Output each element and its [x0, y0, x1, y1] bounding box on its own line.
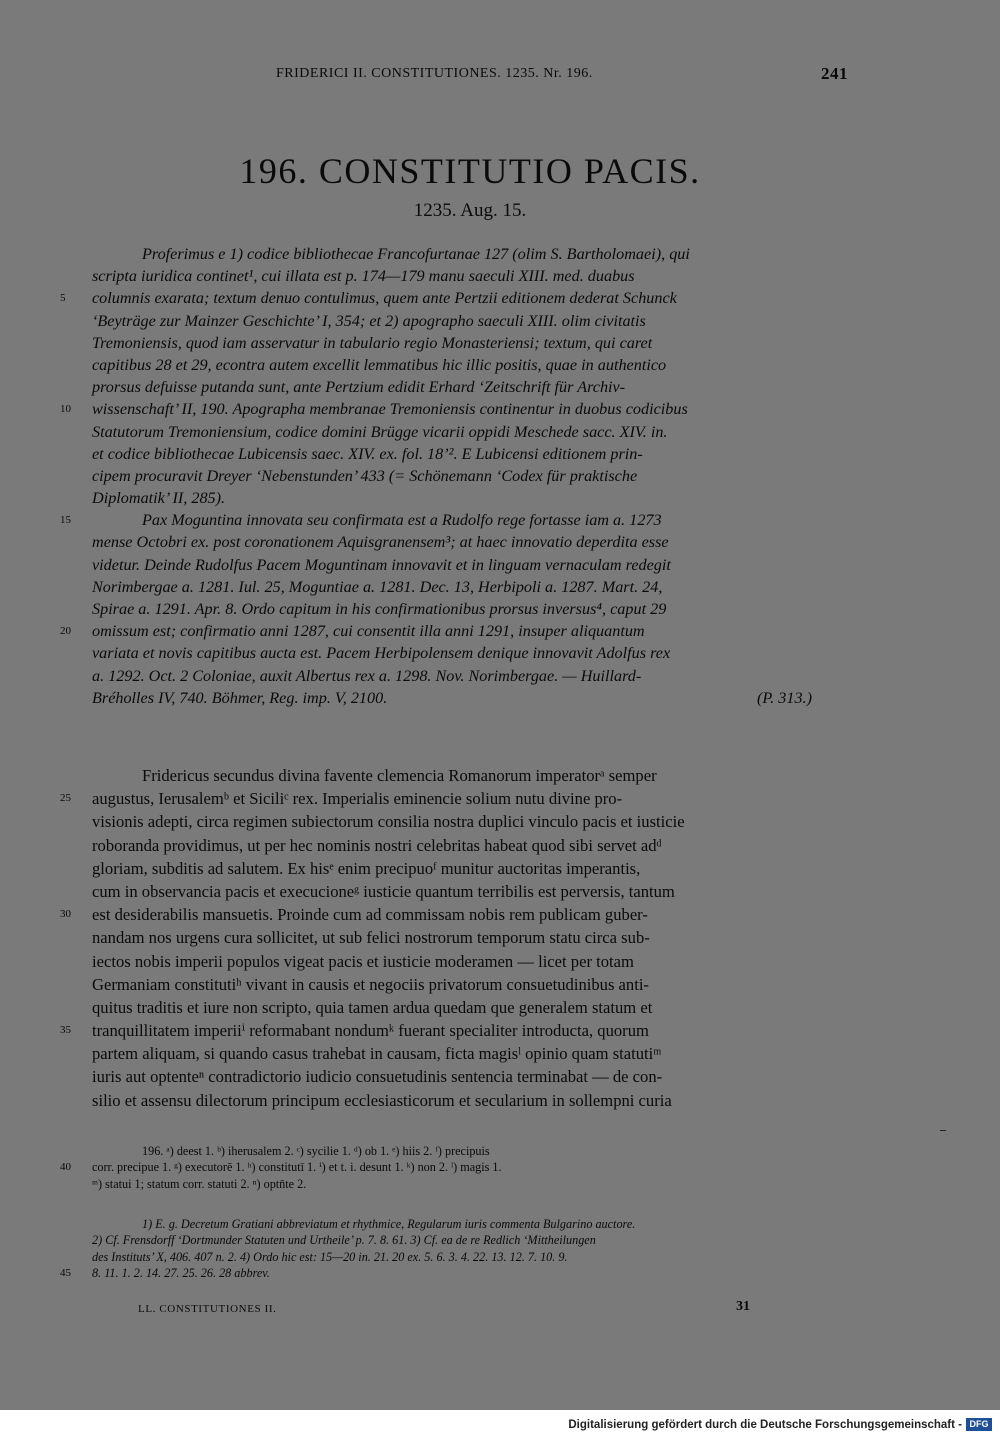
line-text: tranquillitatem imperiiⁱ reformabant nondumᵏ fuerant specialiter introducta, quorum	[92, 1021, 649, 1041]
line-text: columnis exarata; textum denuo contulimus, quem ante Pertzii editionem dederat Schunck	[92, 289, 677, 308]
line-text: Germaniam constitutiʰ vivant in causis et negociis privatorum consuetudinibus anti-	[92, 974, 649, 994]
variant-apparatus	[60, 1143, 852, 1192]
line-text: corr. precipue 1. ᵍ) executorē 1. ʰ) constitutī 1. ⁱ) et t. i. desunt 1. ᵏ) non 2. ˡ) magis 1.	[92, 1160, 502, 1175]
text-line	[92, 598, 852, 620]
line-text: 8. 11. 1. 2. 14. 27. 25. 26. 28 abbrev.	[92, 1266, 270, 1281]
line-text: iectos nobis imperii populos vigeat pacis et iusticie moderamen — licet per totam	[92, 951, 634, 971]
line-text: iuris aut optenteⁿ contradictorio iudicio consuetudinis sentencia terminabat — de con-	[92, 1067, 663, 1087]
line-text: Tremoniensis, quod iam asservatur in tabulario regio Monasteriensi; textum, qui caret	[92, 333, 653, 352]
margin-mark	[940, 1130, 946, 1131]
line-number: 15	[60, 514, 71, 527]
line-text: augustus, Ierusalemᵇ et Siciliᶜ rex. Imperialis eminencie solium nutu divine pro-	[92, 789, 623, 809]
dfg-credit-link[interactable]: Digitalisierung gefördert durch die Deutsche Forschungsgemeinschaft -	[568, 1419, 962, 1431]
line-text: Diplomatik’ II, 285).	[92, 489, 226, 508]
line-text: variata et novis capitibus aucta est. Pacem Herbipolensem denique innovavit Adolfus rex	[92, 644, 671, 663]
line-text: Bréholles IV, 740. Böhmer, Reg. imp. V, 2100.	[92, 688, 388, 707]
text-line	[92, 354, 852, 376]
text-line	[92, 764, 852, 787]
text-line	[60, 620, 852, 642]
text-line	[60, 398, 852, 420]
text-line	[92, 834, 852, 857]
text-line	[92, 443, 852, 465]
text-line	[92, 1143, 852, 1159]
line-text: et codice bibliothecae Lubicensis saec. XIV. ex. fol. 18’². E Lubicensi editionem prin-	[92, 444, 643, 463]
text-line	[92, 243, 852, 265]
text-line	[92, 265, 852, 287]
signature-mark: 31	[736, 1299, 750, 1314]
editorial-introduction	[60, 243, 852, 709]
line-text: ᵐ) statui 1; statum corr. statuti 2. ⁿ) optn̄te 2.	[92, 1176, 307, 1191]
text-line	[92, 310, 852, 332]
line-text: nandam nos urgens cura sollicitet, ut sub felici nostrorum temporum statu circa sub-	[92, 928, 650, 948]
text-line	[92, 1249, 852, 1265]
line-number: 35	[60, 1024, 71, 1037]
text-line	[60, 903, 852, 926]
text-line	[92, 1232, 852, 1248]
text-line	[92, 332, 852, 354]
line-text: a. 1292. Oct. 2 Coloniae, auxit Albertus rex a. 1298. Nov. Norimbergae. — Huillard-	[92, 666, 642, 685]
text-line	[60, 787, 852, 810]
line-text: est desiderabilis mansuetis. Proinde cum ad commissam nobis rem publicam guber-	[92, 905, 648, 925]
text-line	[92, 1216, 852, 1232]
text-line	[92, 1089, 852, 1112]
line-number: 25	[60, 792, 71, 805]
text-line	[92, 950, 852, 973]
text-line	[92, 487, 852, 509]
text-line	[60, 287, 852, 309]
line-text: Spirae a. 1291. Apr. 8. Ordo capitum in his confirmationibus prorsus inversus⁴, caput 29	[92, 600, 667, 618]
document-title: 196. CONSTITUTIO PACIS.	[239, 151, 701, 191]
line-text: 196. ᵃ) deest 1. ᵇ) iherusalem 2. ᶜ) sycilie 1. ᵈ) ob 1. ᵉ) hiis 2. ᶠ) precipuis	[142, 1144, 490, 1158]
line-number: 30	[60, 908, 71, 921]
text-line	[60, 1019, 852, 1042]
line-text: roboranda providimus, ut per hec nominis nostri celebritas habeat quod sibi servet adᵈ	[92, 835, 662, 855]
text-line	[92, 810, 852, 833]
text-line	[92, 465, 852, 487]
charter-text	[60, 764, 852, 1112]
text-line	[92, 926, 852, 949]
text-line	[92, 880, 852, 903]
line-number: 40	[60, 1161, 71, 1174]
running-title: FRIDERICI II. CONSTITUTIONES. 1235. Nr. 196.	[276, 66, 593, 81]
dfg-logo-icon[interactable]: DFG	[966, 1418, 992, 1431]
line-text: Proferimus e 1) codice bibliothecae Francofurtanae 127 (olim S. Bartholomaei), qui	[142, 245, 690, 263]
line-number: 10	[60, 403, 71, 416]
line-text: capitibus 28 et 29, econtra autem excellit lemmatibus hic illic positis, quae in authentico	[92, 355, 667, 374]
line-text: partem aliquam, si quando casus trahebat in causam, ficta magisˡ opinio quam statutiᵐ	[92, 1044, 662, 1064]
text-line	[92, 576, 852, 598]
line-text: prorsus defuisse putanda sunt, ante Pertzium edidit Erhard ‘Zeitschrift für Archiv-	[92, 378, 626, 397]
line-number: 20	[60, 625, 71, 638]
line-text: scripta iuridica continet¹, cui illata est p. 174—179 manu saeculi XIII. med. duabus	[92, 267, 635, 286]
line-text: cipem procuravit Dreyer ‘Nebenstunden’ 433 (= Schönemann ‘Codex für praktische	[92, 466, 638, 485]
line-text: Norimbergae a. 1281. Iul. 25, Moguntiae a. 1281. Dec. 13, Herbipoli a. 1287. Mart. 24,	[92, 577, 663, 596]
text-line	[92, 376, 852, 398]
line-text: silio et assensu dilectorum principum ecclesiasticorum et secularium in sollempni curia	[92, 1090, 672, 1110]
text-line	[92, 1176, 852, 1192]
line-text: wissenschaft’ II, 190. Apographa membranae Tremoniensis continentur in duobus codicibus	[92, 400, 688, 419]
document-date: 1235. Aug. 15.	[413, 200, 527, 221]
text-line	[92, 687, 852, 709]
line-text: cum in observancia pacis et execucioneᵍ iusticie quantum terribilis est perversis, tantum	[92, 881, 675, 901]
line-number: 5	[60, 292, 66, 305]
text-line	[92, 642, 852, 664]
line-text: des Instituts’ X, 406. 407 n. 2. 4) Ordo hic est: 15—20 in. 21. 20 ex. 5. 6. 3. 4. 22. 13. 12. 7. 10. 9.	[92, 1249, 568, 1264]
line-text: mense Octobri ex. post coronationem Aquisgranensem³; at haec innovatio deperdita esse	[92, 533, 669, 552]
text-line	[60, 1159, 852, 1175]
text-line	[92, 857, 852, 880]
page-number: 241	[821, 64, 848, 83]
line-text: visionis adepti, circa regimen subiectorum consilia nostra duplici vinculo pacis et iusticie	[92, 812, 685, 832]
text-line	[92, 665, 852, 687]
text-line	[60, 1265, 852, 1281]
text-line	[92, 531, 852, 553]
text-line	[92, 973, 852, 996]
text-line	[92, 421, 852, 443]
text-line	[92, 1042, 852, 1065]
footnotes	[60, 1216, 852, 1282]
text-line	[60, 509, 852, 531]
line-text: omissum est; confirmatio anni 1287, cui consentit illa anni 1291, insuper aliquantum	[92, 622, 645, 641]
line-text: gloriam, subditis ad salutem. Ex hisᵉ enim precipuoᶠ munitur auctoritas imperantis,	[92, 858, 641, 878]
line-text: quitus traditis et iure non scripto, quia tamen ardua quedam que generalem statum et	[92, 997, 653, 1017]
text-line	[92, 1065, 852, 1088]
line-text: Pax Moguntina innovata seu confirmata est a Rudolfo rege fortasse iam a. 1273	[142, 511, 662, 530]
line-text: Statutorum Tremoniensium, codice domini Brügge vicarii oppidi Meschede sacc. XIV. in.	[92, 422, 668, 441]
source-siglum: (P. 313.)	[756, 688, 812, 707]
series-footer: LL. CONSTITUTIONES II.	[138, 1303, 277, 1315]
text-line	[92, 554, 852, 576]
line-text: 1) E. g. Decretum Gratiani abbreviatum et rhythmice, Regularum iuris commenta Bulgarino auctore.	[142, 1217, 636, 1231]
line-number: 45	[60, 1267, 71, 1280]
line-text: ‘Beyträge zur Mainzer Geschichte’ I, 354; et 2) apographo saeculi XIII. olim civitatis	[92, 311, 646, 330]
line-text: Fridericus secundus divina favente clemencia Romanorum imperatorᵃ semper	[142, 766, 657, 785]
text-line	[92, 996, 852, 1019]
line-text: videtur. Deinde Rudolfus Pacem Moguntinam innovavit et in linguam vernaculam redegit	[92, 555, 671, 574]
line-text: 2) Cf. Frensdorff ‘Dortmunder Statuten und Urtheile’ p. 7. 8. 61. 3) Cf. ea de re Redlich ‘Mittheilungen	[92, 1233, 596, 1248]
